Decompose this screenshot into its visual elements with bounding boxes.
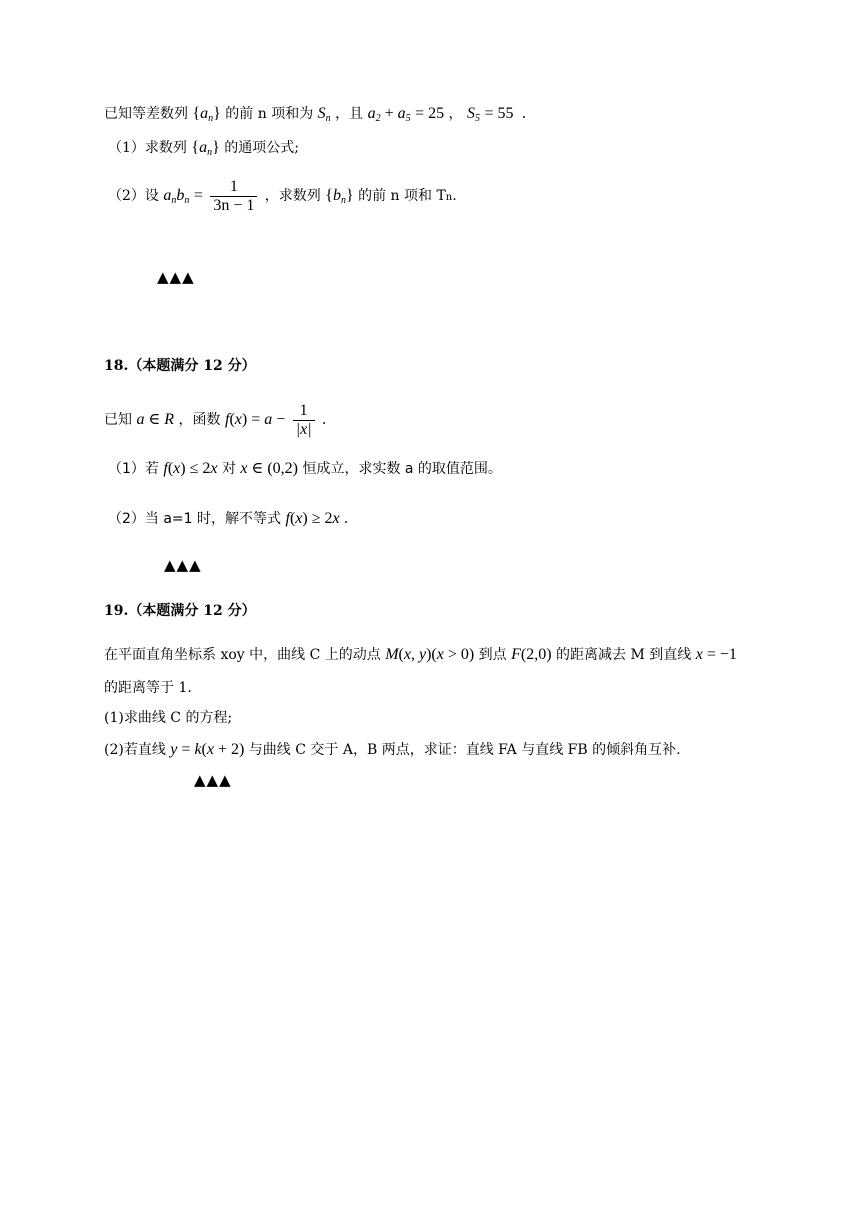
p18-intro-text-a: 已知 [104, 412, 132, 428]
p18-q2-label: （2）当 a=1 时，解不等式 [108, 511, 282, 527]
math-fx-le-2x: f(x) ≤ 2x [163, 460, 218, 477]
p17-q1-text: 的通项公式; [224, 140, 299, 156]
p17-q2-text2: 的前 n 项和 T [358, 188, 446, 204]
p18-q1-text: 恒成立，求实数 a 的取值范围。 [302, 461, 502, 477]
p18-q1-line [108, 459, 502, 479]
p19-intro-line [104, 645, 737, 665]
math-S5: $S_5$ [466, 105, 480, 124]
math-fx-def: f(x) = a − [224, 411, 286, 428]
p19-intro-text-c: 的距离减去 M 到直线 [556, 647, 692, 663]
p18-q1-label: （1）若 [108, 461, 159, 477]
math-a-in-R: a ∈ R [136, 411, 175, 428]
math-eq-25: = 25 [415, 105, 445, 122]
p18-q2-end: . [344, 510, 349, 527]
p19-intro-text-b: 到点 [478, 647, 507, 663]
p18-intro-line: 已知 a ∈ R ，函数 f(x) = a − $\frac{1}{|x|}$ . [104, 401, 327, 438]
math-a2-plus-a5: $a_2 + a_5$ [367, 105, 411, 124]
math-line-y-eq-kx2: y = k(x + 2) [170, 741, 245, 758]
math-line-x-eq-neg1: x = −1 [695, 646, 737, 663]
math-seq-bn: $\{b_n\}$ [325, 187, 354, 206]
p19-intro-text-d: 的距离等于 1. [104, 680, 192, 696]
p19-q1-text: (1)求曲线 C 的方程; [104, 710, 233, 726]
math-fx-ge-2x: f(x) ≥ 2x [285, 510, 340, 527]
math-seq-an: $\{a_n\}$ [192, 105, 221, 124]
math-point-M: M(x, y)(x > 0) [385, 646, 475, 663]
p19-intro-text-a: 在平面直角坐标系 xoy 中，曲线 C 上的动点 [104, 647, 381, 663]
math-eq-55: = 55 [484, 105, 514, 122]
math-seq-an-2: $\{a_n\}$ [191, 139, 220, 158]
p17-q1-line [108, 138, 299, 163]
p17-intro-text-a: 已知等差数列 [104, 106, 188, 122]
p17-intro-text-c: ，且 [335, 106, 364, 122]
p17-q2-end: . [452, 188, 457, 204]
p18-heading: 18.（本题满分 12 分） [104, 358, 256, 374]
p18-intro-text-b: ，函数 [178, 412, 221, 428]
frac-denominator: 3n − 1 [210, 196, 257, 215]
answer-placeholder-19: ▲▲▲ [194, 771, 232, 789]
answer-placeholder-17: ▲▲▲ [157, 268, 195, 286]
p18-q2-line [108, 509, 348, 529]
frac-numerator: 1 [229, 177, 238, 195]
p19-q2-text-a: (2)若直线 [104, 742, 166, 758]
p17-intro-text-d: ， [448, 106, 463, 122]
p17-intro-text-b: 的前 n 项和为 [225, 106, 314, 122]
p19-heading: 19.（本题满分 12 分） [104, 603, 256, 619]
frac-denominator: |x| [293, 420, 315, 439]
math-fraction-1-over-3n-1 [210, 178, 257, 215]
math-anbn: $a_nb_n$ [163, 187, 190, 206]
p19-q2-line [104, 740, 681, 760]
p19-q2-text-b: 与曲线 C 交于 A，B 两点，求证：直线 FA 与直线 FB 的倾斜角互补. [248, 742, 681, 758]
p19-intro-line-2 [104, 678, 192, 698]
p17-q1-label: （1）求数列 [108, 140, 187, 156]
p17-q2-sub: n [445, 192, 453, 203]
answer-placeholder-18: ▲▲▲ [164, 556, 202, 574]
math-x-in-interval: x ∈ (0,2) [240, 460, 298, 477]
math-point-F: F(2,0) [511, 646, 552, 663]
p19-q1-line [104, 708, 232, 728]
frac-numerator: 1 [299, 401, 308, 419]
p17-q2-text: ，求数列 [264, 188, 321, 204]
math-Sn: $S_n$ [317, 105, 331, 124]
p17-q2-label: （2）设 [108, 188, 159, 204]
p18-q1-mid: 对 [221, 461, 236, 477]
math-fraction-1-over-abs-x [293, 402, 315, 439]
p17-intro-line: 已知等差数列 $\{a_n\}$ 的前 n 项和为 $S_n$ ，且 $a_2 + a_5 = 25$ ， $S_5 = 55$ . [104, 105, 526, 124]
p17-q2-line: （2）设 $a_nb_n$ = $\frac{1}{3n - 1}$ ，求数列 $\{b_n\}$ 的前 n 项和 Tn. [108, 177, 457, 214]
